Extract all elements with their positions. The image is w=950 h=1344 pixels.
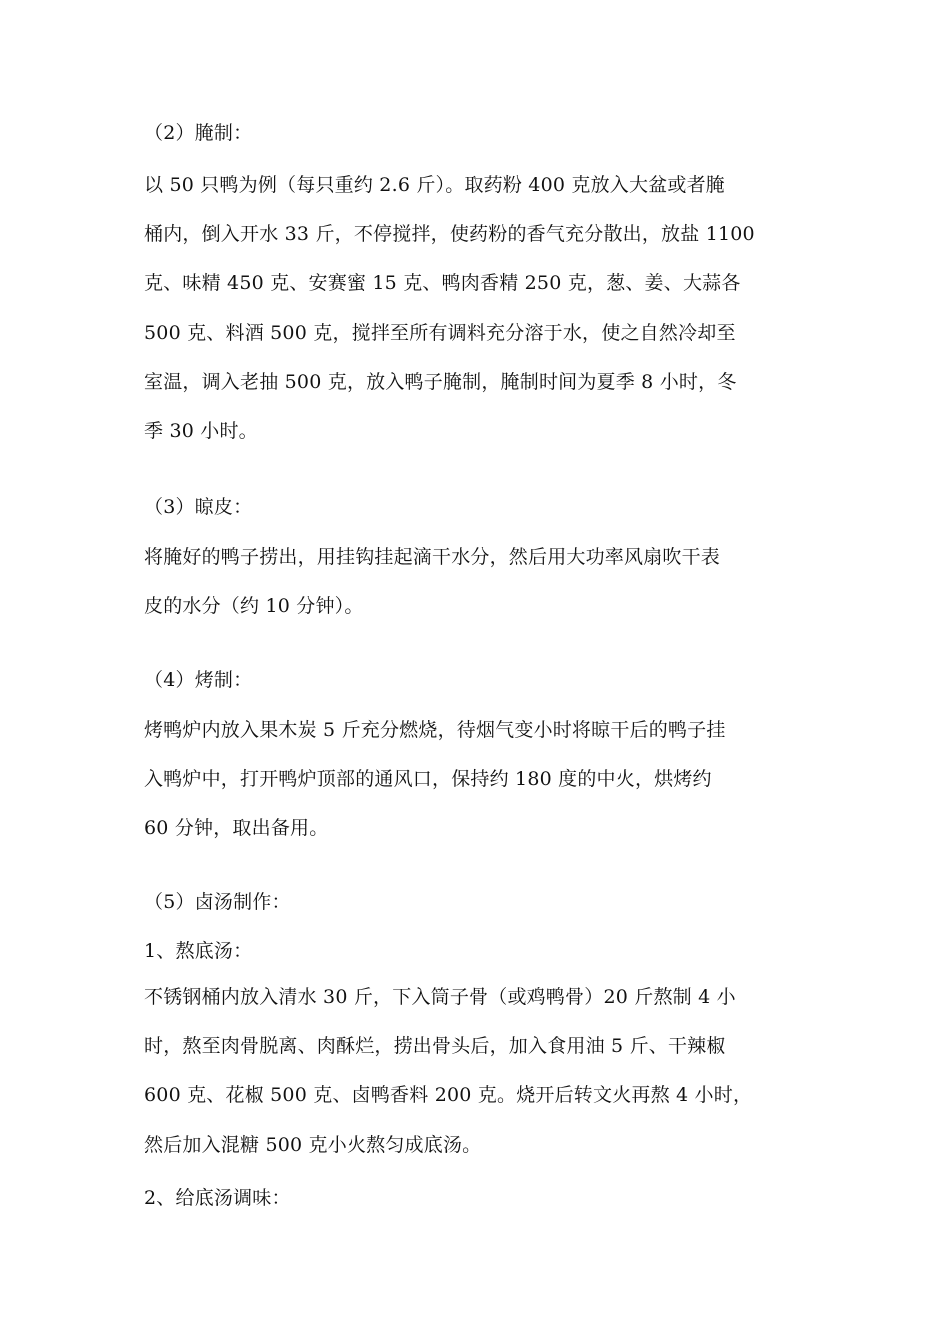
text-line: 入鸭炉中，打开鸭炉顶部的通风口，保持约 180 度的中火，烘烤约 [144,768,712,791]
text-line: 时，熬至肉骨脱离、肉酥烂，捞出骨头后，加入食用油 5 斤、干辣椒 [144,1035,726,1058]
text-line: 不锈钢桶内放入清水 30 斤，下入筒子骨（或鸡鸭骨）20 斤熬制 4 小 [144,986,736,1008]
paragraph-roast [144,706,812,854]
paragraph-dry-skin [144,533,812,631]
subheading-season-soup: 2、给底汤调味： [144,1187,291,1209]
text-line: 然后加入混糖 500 克小火熬匀成底汤。 [144,1133,482,1156]
text-line: 60 分钟，取出备用。 [144,817,329,840]
text-line: 克、味精 450 克、安赛蜜 15 克、鸭肉香精 250 克，葱、姜、大蒜各 [144,272,741,295]
paragraph-base-soup [144,973,812,1170]
section-heading-marinate: （2）腌制： [144,122,253,144]
section-heading-roast: （4）烤制： [144,669,253,691]
text-line: 600 克、花椒 500 克、卤鸭香料 200 克。烧开后转文火再熬 4 小时， [144,1084,753,1107]
text-line: 皮的水分（约 10 分钟）。 [144,595,364,618]
subheading-base-soup: 1、熬底汤： [144,940,253,962]
text-line: 烤鸭炉内放入果木炭 5 斤充分燃烧，待烟气变小时将晾干后的鸭子挂 [144,719,726,741]
text-line: 将腌好的鸭子捞出，用挂钩挂起滴干水分，然后用大功率风扇吹干表 [144,546,721,568]
text-line: 以 50 只鸭为例（每只重约 2.6 斤）。取药粉 400 克放入大盆或者腌 [144,174,725,196]
text-line: 季 30 小时。 [144,419,258,442]
paragraph-marinate [144,161,812,456]
text-line: 500 克、料酒 500 克，搅拌至所有调料充分溶于水，使之自然冷却至 [144,321,736,344]
section-heading-dry-skin: （3）晾皮： [144,496,253,518]
text-line: 室温，调入老抽 500 克，放入鸭子腌制，腌制时间为夏季 8 小时，冬 [144,370,737,393]
section-heading-brine: （5）卤汤制作： [144,891,291,913]
text-line: 桶内，倒入开水 33 斤，不停搅拌，使药粉的香气充分散出，放盐 1100 [144,223,755,246]
